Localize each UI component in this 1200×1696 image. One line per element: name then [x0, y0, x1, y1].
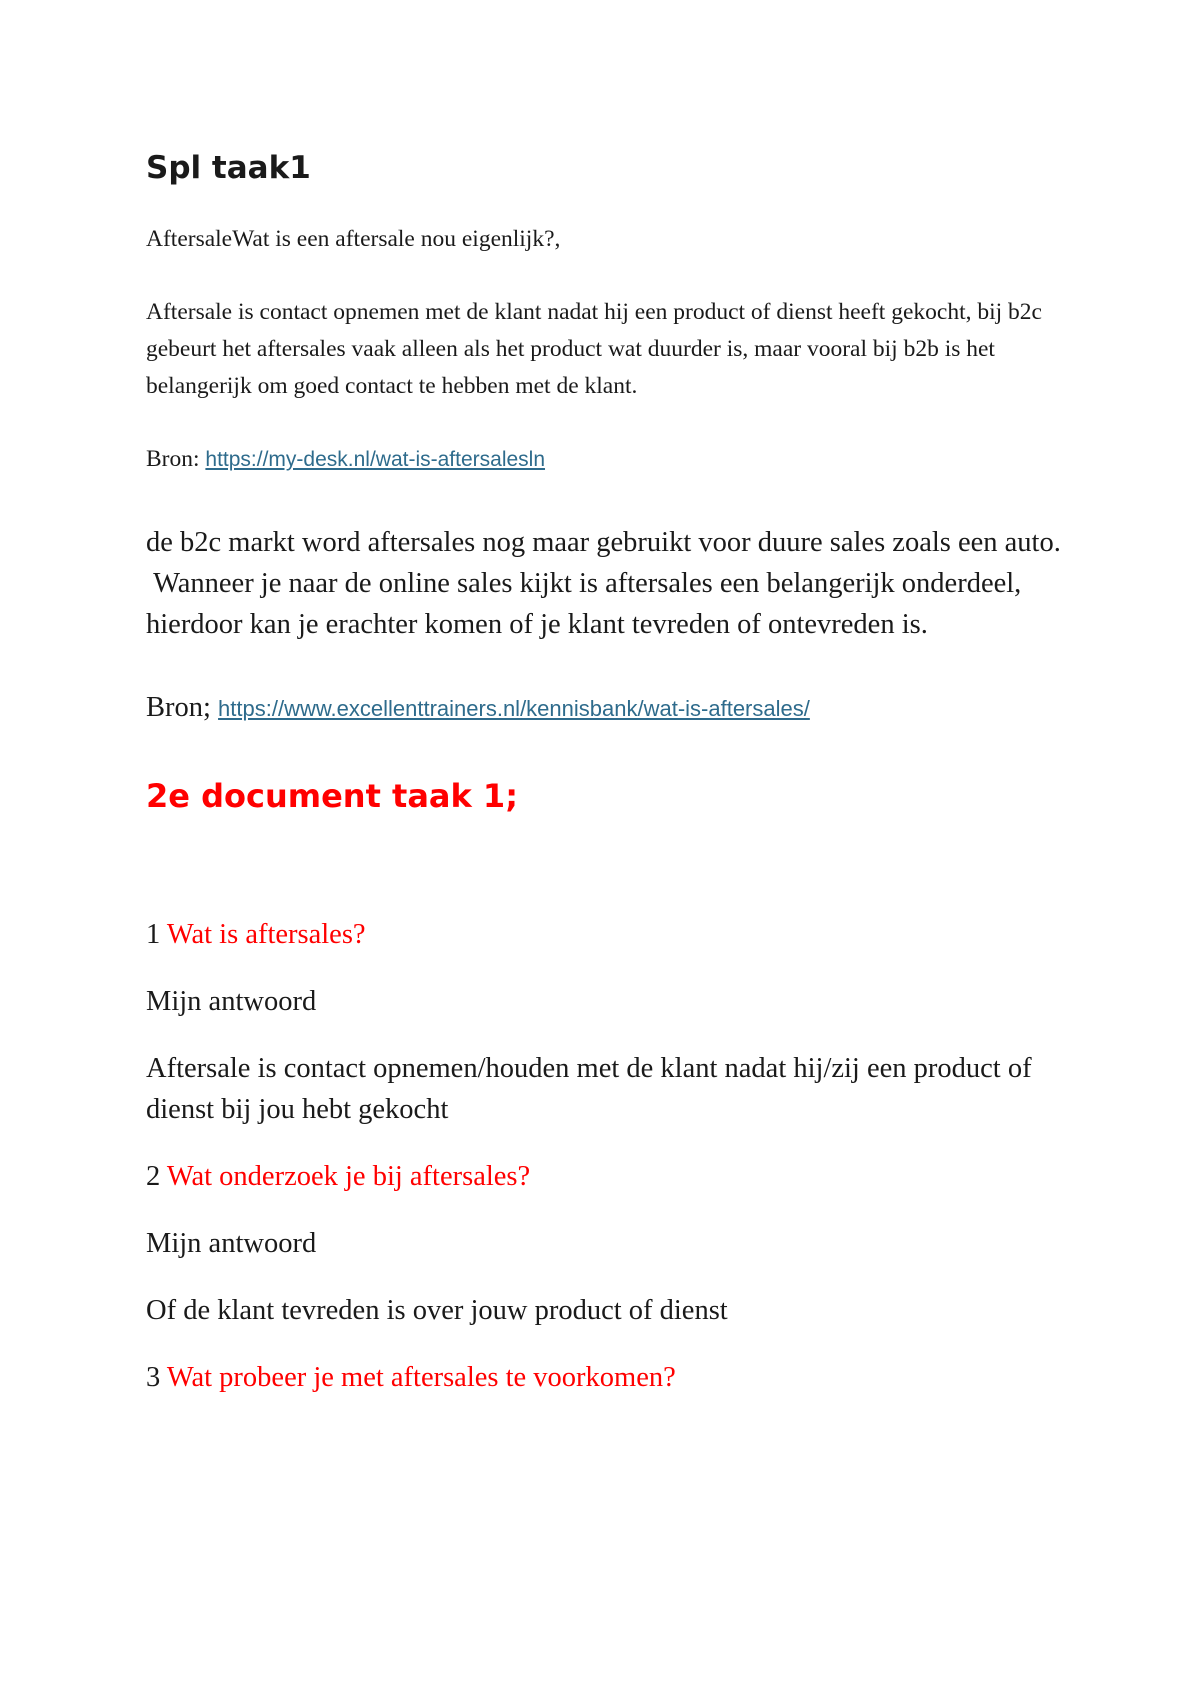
answer-2-label: Mijn antwoord	[146, 1227, 317, 1259]
question-2	[146, 1156, 1066, 1197]
document-title: Spl taak1	[146, 150, 311, 186]
section-heading: 2e document taak 1;	[146, 777, 518, 816]
question-2-text: Wat onderzoek je bij aftersales?	[166, 1160, 531, 1192]
answer-2-text: Of de klant tevreden is over jouw product of dienst	[146, 1294, 728, 1326]
answer-1-text: Aftersale is contact opnemen/houden met de klant nadat hij/zij een product of dienst bij jou hebt gekocht	[146, 1052, 1032, 1125]
question-1	[146, 914, 1066, 955]
document-page	[146, 150, 1066, 1398]
source-1-link[interactable]: https://my-desk.nl/wat-is-aftersalesln	[205, 448, 546, 472]
source-2-label: Bron;	[146, 692, 219, 724]
question-1-text: Wat is aftersales?	[166, 918, 366, 950]
paragraph-aftersale-definition: Aftersale is contact opnemen met de klant nadat hij een product of dienst heeft gekocht, bij b2c gebeurt het aftersales vaak alleen als het product wat duurder is, maar vooral bij b2b is het belangerijk om goed contact te hebben met de klant.	[146, 299, 1042, 400]
source-1-label: Bron:	[146, 446, 206, 473]
question-3-text: Wat probeer je met aftersales te voorkomen?	[166, 1361, 676, 1393]
question-3-number: 3	[146, 1361, 167, 1393]
paragraph-b2c-line2: Wanneer je naar de online sales kijkt is aftersales een belangerijk onderdeel, hierdoor kan je erachter komen of je klant tevreden of ontevreden is.	[146, 568, 1029, 641]
answer-1-label: Mijn antwoord	[146, 985, 317, 1017]
source-1	[146, 441, 1066, 478]
paragraph-b2c-line1: de b2c markt word aftersales nog maar gebruikt voor duure sales zoals een auto.	[146, 527, 1061, 559]
source-2-link[interactable]: https://www.excellenttrainers.nl/kennisbank/wat-is-aftersales/	[218, 696, 810, 722]
question-3	[146, 1357, 1066, 1398]
question-2-number: 2	[146, 1160, 167, 1192]
question-1-number: 1	[146, 918, 167, 950]
intro-line: AftersaleWat is een aftersale nou eigenlijk?,	[146, 226, 561, 253]
source-2	[146, 687, 1066, 729]
